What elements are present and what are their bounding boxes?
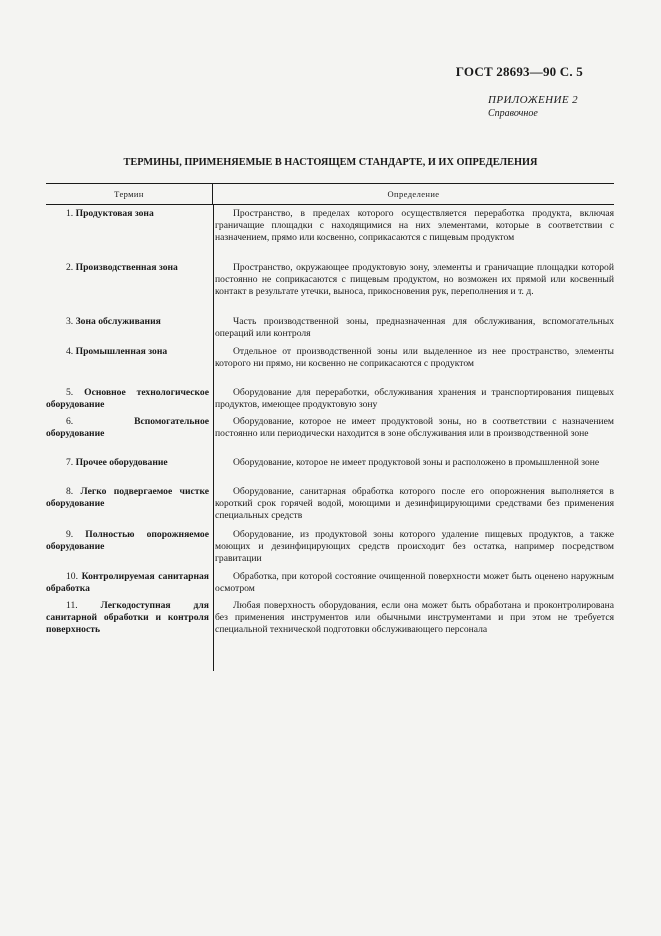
- definition-cell: Отдельное от производственной зоны или выделенное из нее пространство, элементы которого ни прямо, ни косвенно не соприкасаются с продуктом: [215, 346, 614, 369]
- column-header-definition: Определение: [387, 189, 440, 199]
- term-cell: [46, 387, 213, 416]
- table-row: [46, 571, 614, 600]
- term-number: 5.: [66, 387, 74, 398]
- table-row: [46, 600, 614, 652]
- term-cell: [46, 457, 213, 486]
- term-number: 6.: [66, 416, 74, 427]
- table-body: [46, 205, 614, 652]
- term-cell: [46, 262, 213, 316]
- term-number: 11.: [66, 600, 78, 611]
- term-name: Зона обслуживания: [75, 316, 161, 327]
- definition-cell: Оборудование, санитарная обработка которого после его опорожнения выполняется в короткий срок горячей водой, моющими и дезинфицирующими средствами без применения специальных средств: [215, 486, 614, 521]
- term-number: 9.: [66, 529, 74, 540]
- term-cell: [46, 600, 213, 652]
- definition-cell: Пространство, в пределах которого осуществляется переработка продукта, включая граничащие площадки с находящимися на них элементами, которые в соответствии с назначением, прямо или косвенно, соприкасаются с пищевым продуктом: [215, 208, 614, 243]
- table-row: [46, 316, 614, 346]
- term-name: Продуктовая зона: [75, 208, 154, 219]
- table-row: [46, 529, 614, 571]
- definition-cell: Оборудование, из продуктовой зоны которого удаление пищевых продуктов, а также моющих и дезинфицирующих средств происходит без остатка, например посредством гравитации: [215, 529, 614, 564]
- appendix-label: ПРИЛОЖЕНИЕ 2: [488, 94, 579, 106]
- term-cell: [46, 416, 213, 457]
- terms-table: [46, 183, 614, 652]
- term-cell: [46, 208, 213, 262]
- term-cell: [46, 486, 213, 529]
- term-number: 1.: [66, 208, 74, 219]
- definition-cell: Пространство, окружающее продуктовую зону, элементы и граничащие площадки которой постоянно не соприкасаются с пищевым продуктом, но возможен их прямой или косвенный контакт в результате утечки, выноса, прикосновения рук, переполнения и т. д.: [215, 262, 614, 297]
- term-name: Прочее оборудование: [75, 457, 168, 468]
- term-name: Производственная зона: [75, 262, 178, 273]
- table-row: [46, 262, 614, 316]
- term-number: 8.: [66, 486, 74, 497]
- term-name: Полностью опорожняемое оборудование: [46, 529, 209, 552]
- page-header-code: ГОСТ 28693—90 С. 5: [455, 64, 583, 79]
- term-number: 7.: [66, 457, 74, 468]
- definition-cell: Оборудование для переработки, обслуживания хранения и транспортирования пищевых продуктов, имеющее продуктовую зону: [215, 387, 614, 410]
- table-row: [46, 387, 614, 416]
- term-name: Легко подвергаемое чистке оборудование: [46, 486, 209, 509]
- term-name: Легкодоступная для санитарной обработки и контроля поверхность: [46, 600, 209, 635]
- term-name: Контролируемая санитарная обработка: [46, 571, 209, 594]
- definition-cell: Любая поверхность оборудования, если она может быть обработана и проконтролирована без применения инструментов или обычными инструментами и при этом не требуется специальной технической подготовки обслуживающего персонала: [215, 600, 614, 635]
- table-row: [46, 205, 614, 262]
- table-row: [46, 486, 614, 529]
- table-header: [46, 184, 614, 205]
- term-name: Основное технологическое оборудование: [46, 387, 209, 410]
- term-cell: [46, 529, 213, 571]
- document-title: ТЕРМИНЫ, ПРИМЕНЯЕМЫЕ В НАСТОЯЩЕМ СТАНДАРТЕ, И ИХ ОПРЕДЕЛЕНИЯ: [123, 157, 538, 168]
- definition-cell: Оборудование, которое не имеет продуктовой зоны и расположено в промышленной зоне: [233, 457, 600, 468]
- term-number: 10.: [66, 571, 78, 582]
- term-cell: [46, 346, 213, 387]
- term-cell: [46, 571, 213, 600]
- term-name: Вспомогательное оборудование: [46, 416, 209, 439]
- column-header-term: Термин: [46, 184, 213, 204]
- appendix-block: [488, 94, 578, 120]
- table-row: [46, 416, 614, 457]
- appendix-note: Справочное: [488, 108, 538, 119]
- term-name: Промышленная зона: [75, 346, 168, 357]
- definition-cell: Оборудование, которое не имеет продуктовой зоны, но в соответствии с назначением постоянно или периодически находится в зоне обслуживания или в производственной зоне: [215, 416, 614, 439]
- term-cell: [46, 316, 213, 346]
- table-row: [46, 346, 614, 387]
- definition-cell: Обработка, при которой состояние очищенной поверхности может быть оценено наружным осмотром: [215, 571, 614, 594]
- definition-cell: Часть производственной зоны, предназначенная для обслуживания, вспомогательных операций или контроля: [215, 316, 614, 339]
- term-number: 4.: [66, 346, 74, 357]
- table-row: [46, 457, 614, 486]
- term-number: 3.: [66, 316, 74, 327]
- term-number: 2.: [66, 262, 74, 273]
